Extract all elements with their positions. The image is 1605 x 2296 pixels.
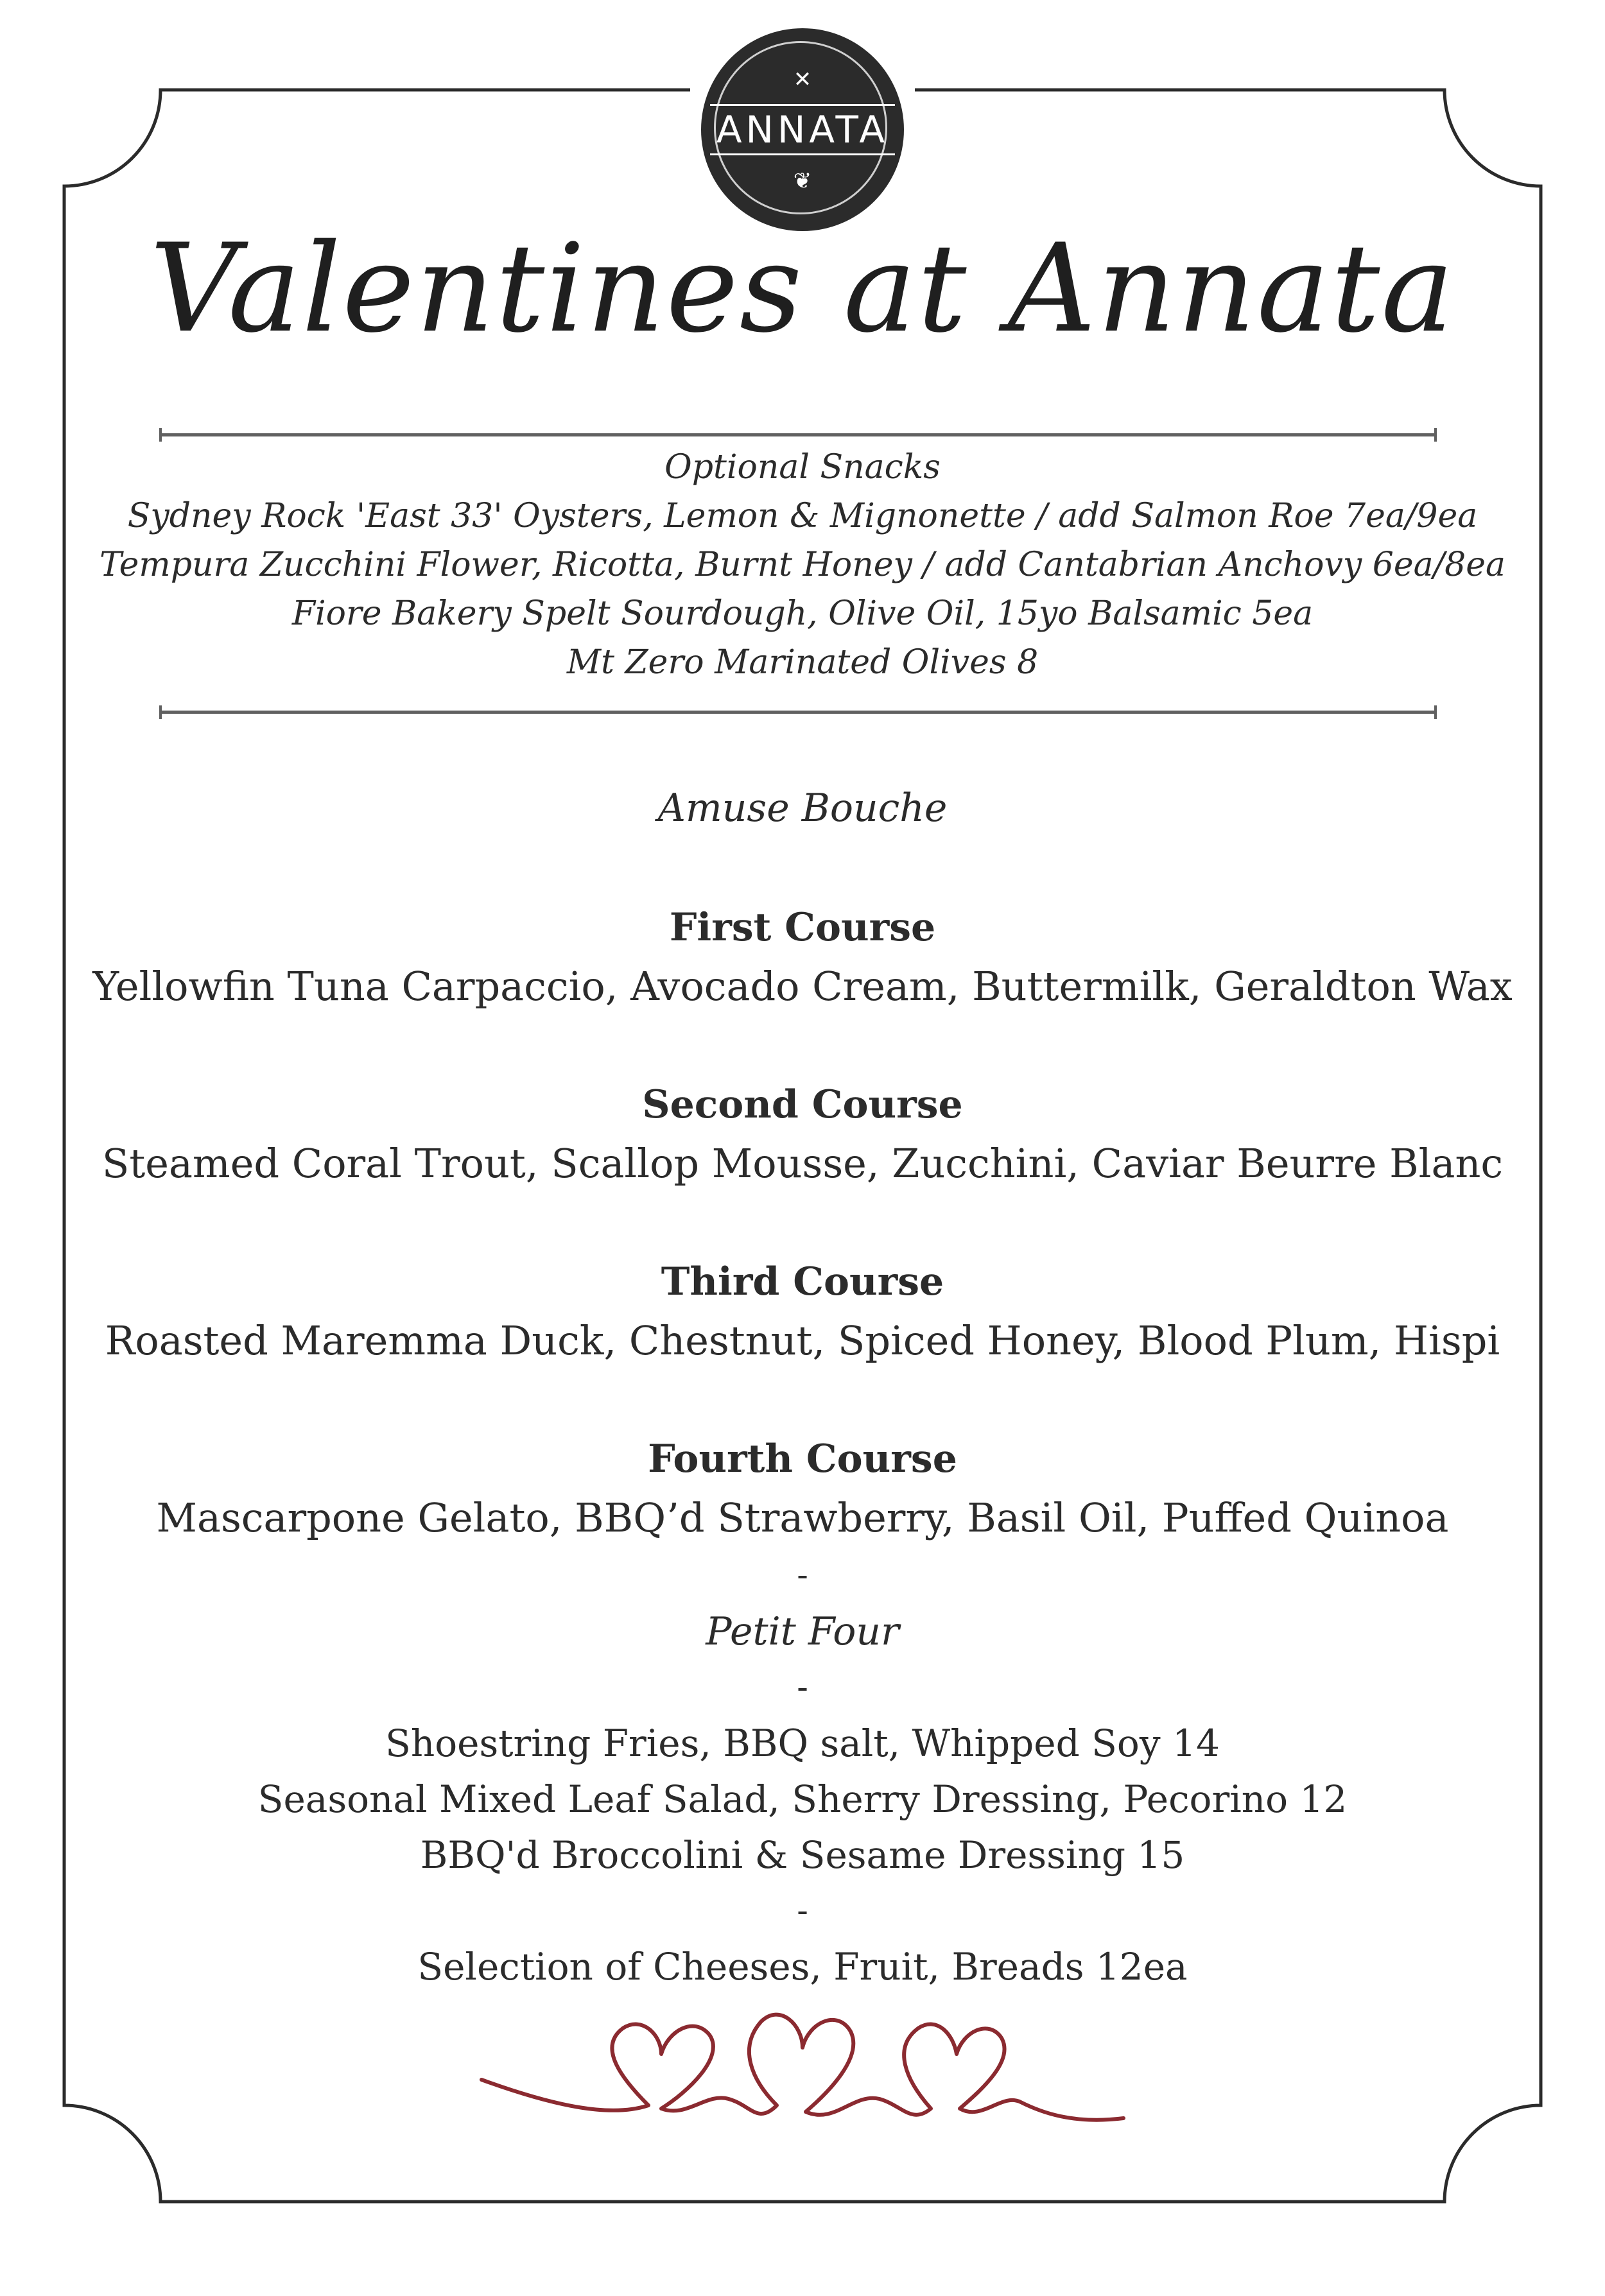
course-dish-fourth: Mascarpone Gelato, BBQ’d Strawberry, Basil Oil, Puffed Quinoa bbox=[156, 1494, 1449, 1541]
side-item: Shoestring Fries, BBQ salt, Whipped Soy 14 bbox=[385, 1722, 1220, 1765]
snack-item: Tempura Zucchini Flower, Ricotta, Burnt Honey / add Cantabrian Anchovy 6ea/8ea bbox=[99, 546, 1506, 584]
side-item: Seasonal Mixed Leaf Salad, Sherry Dressing, Pecorino 12 bbox=[257, 1777, 1348, 1821]
grape-icon: ❦ bbox=[793, 168, 812, 194]
separator: - bbox=[797, 1668, 808, 1707]
course-heading-third: Third Course bbox=[661, 1259, 944, 1304]
page-title: Valentines at Annata bbox=[150, 218, 1455, 359]
course-dish-second: Steamed Coral Trout, Scallop Mousse, Zucchini, Caviar Beurre Blanc bbox=[101, 1140, 1504, 1187]
petit-four: Petit Four bbox=[706, 1609, 899, 1654]
snack-item: Mt Zero Marinated Olives 8 bbox=[566, 643, 1039, 682]
optional-snacks-section bbox=[0, 443, 1605, 687]
amuse-bouche: Amuse Bouche bbox=[657, 786, 948, 831]
hearts-flourish-icon bbox=[475, 1996, 1130, 2144]
snack-item: Fiore Bakery Spelt Sourdough, Olive Oil, 15yo Balsamic 5ea bbox=[291, 594, 1314, 633]
course-heading-first: First Course bbox=[669, 905, 936, 950]
crossed-cutlery-icon: ✕ bbox=[793, 67, 812, 92]
top-divider bbox=[159, 433, 1437, 436]
course-dish-third: Roasted Maremma Duck, Chestnut, Spiced Honey, Blood Plum, Hispi bbox=[105, 1317, 1500, 1364]
logo-name: ANNATA bbox=[710, 104, 895, 155]
annata-logo bbox=[701, 28, 904, 231]
course-dish-first: Yellowfin Tuna Carpaccio, Avocado Cream, Buttermilk, Geraldton Wax bbox=[92, 963, 1513, 1010]
bottom-divider bbox=[159, 711, 1437, 714]
course-heading-fourth: Fourth Course bbox=[648, 1437, 957, 1481]
snacks-heading: Optional Snacks bbox=[664, 448, 941, 487]
course-heading-second: Second Course bbox=[642, 1082, 963, 1127]
separator: - bbox=[797, 1892, 808, 1930]
separator: - bbox=[797, 1556, 808, 1594]
cheese-selection: Selection of Cheeses, Fruit, Breads 12ea bbox=[417, 1945, 1188, 1989]
snack-item: Sydney Rock 'East 33' Oysters, Lemon & Mignonette / add Salmon Roe 7ea/9ea bbox=[127, 497, 1478, 535]
set-menu bbox=[0, 780, 1605, 1995]
side-item: BBQ'd Broccolini & Sesame Dressing 15 bbox=[420, 1833, 1185, 1877]
